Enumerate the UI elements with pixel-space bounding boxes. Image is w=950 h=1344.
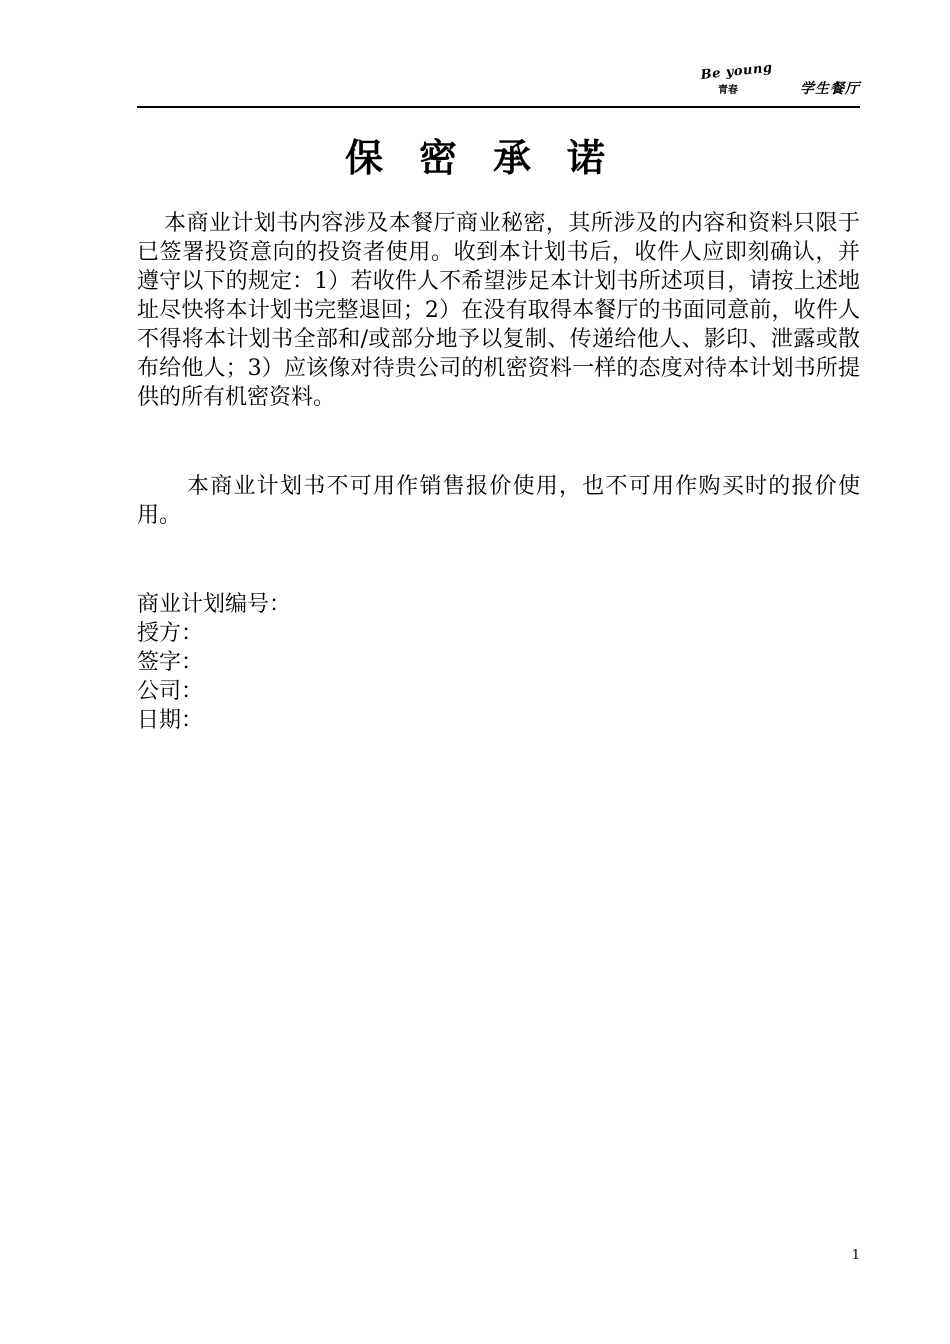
usage-restriction-paragraph: 本商业计划书不可用作销售报价使用，也不可用作购买时的报价使用。 — [137, 474, 860, 528]
brand-small-text: 青春 — [718, 85, 738, 96]
brand-logo — [700, 60, 860, 98]
page-title: 保密承诺 — [344, 136, 641, 180]
page-header — [137, 62, 860, 108]
brand-name: 学生餐厅 — [800, 81, 860, 97]
page-number: 1 — [851, 1248, 860, 1263]
grantee-field: 授方： — [137, 621, 204, 646]
plan-number-field: 商业计划编号： — [137, 592, 292, 617]
brand-script-text: Be young — [700, 60, 774, 83]
confidentiality-paragraph: 本商业计划书内容涉及本餐厅商业秘密，其所涉及的内容和资料只限于已签署投资意向的投资者使用。收到本计划书后，收件人应即刻确认，并遵守以下的规定：1）若收件人不希望涉足本计划书所述项目，请按上述地址尽快将本计划书完整退回；2）在没有取得本餐厅的书面同意前，收件人不得将本计划书全部和/或部分地予以复制、传递给他人、影印、泄露或散布给他人；3）应该像对待贵公司的机密资料一样的态度对待本计划书所提供的所有机密资料。 — [137, 211, 860, 410]
company-field: 公司： — [137, 679, 204, 704]
date-field: 日期： — [137, 708, 204, 733]
signature-fields — [137, 590, 537, 735]
signature-field: 签字： — [137, 650, 204, 675]
